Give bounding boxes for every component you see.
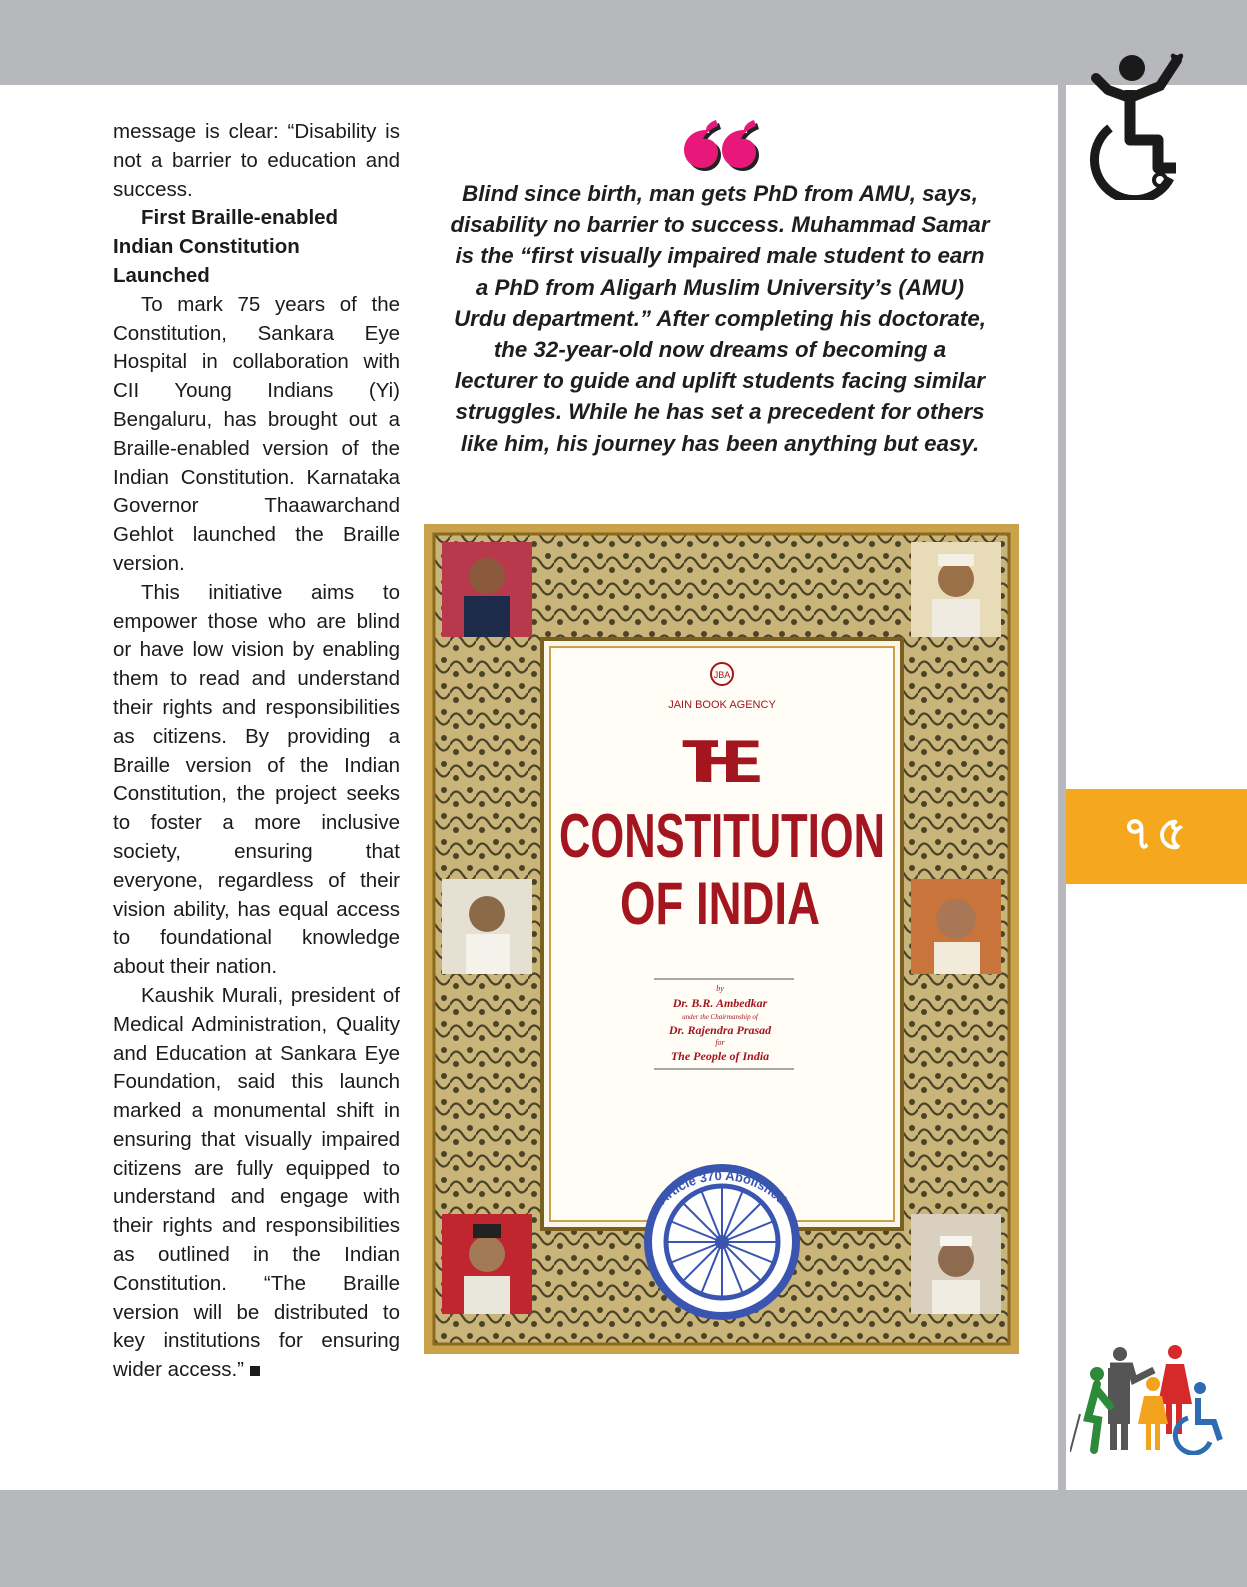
poster-title-line2: CONSTITUTION [559,802,885,871]
poster-title-line3: OF INDIA [620,870,820,937]
wheelchair-user-icon [1080,50,1210,200]
constitution-cover-image [424,524,1019,1354]
ashoka-chakra-seal [642,1168,802,1316]
poster-title-line1: THE [682,728,762,795]
bottom-band [0,1490,1247,1587]
portrait-prasad [911,542,1001,637]
pull-quote: Blind since birth, man gets PhD from AMU, says, disability no barrier to success. Muhammad Samar is the “first visually impaired male student to earn a PhD from Aligarh Muslim University’s (AMU) Urdu department.” After completing his doctorate, the 32-year-old now dreams of becoming a lecturer to guide and uplift students facing similar struggles. While he has set a precedent for others like him, his journey has been anything but easy. [450,181,990,456]
publisher-name: JAIN BOOK AGENCY [668,699,776,711]
inclusive-people-icon [1070,1340,1230,1455]
article-paragraph-2: This initiative aims to empower those who are blind or have low vision by enabling them to read and understand their rights and responsibilities as citizens. By providing a Braille version of the Indian Constitution, the project seeks to foster a more inclusive society, ensuring that everyone, regardless of their vision ability, has equal access to foundational knowledge about their nation. [113,580,400,979]
portrait-patel [911,879,1001,974]
poster-for-label: for [715,1038,725,1047]
article-paragraph-3: Kaushik Murali, president of Medical Administration, Quality and Education at Sankara Eye Foundation, said this launch marked a monumental shift in ensuring that visually impaired citizens are fully equipped to understand and engage with their rights and responsibilities as outlined in the Indian Constitution. “The Braille version will be distributed to key institutions for ensuring wider access.” [113,983,400,1382]
svg-text:JBA: JBA [713,670,731,680]
article-paragraph-1: To mark 75 years of the Constitution, Sankara Eye Hospital in collaboration with CII Young Indians (Yi) Bengaluru, has brought out a Braille-enabled version of the Indian Constitution. Karnataka Governor Thaawarchand Gehlot launched the Braille version. [113,292,400,575]
end-mark [250,1366,260,1376]
margin-rule [1058,85,1066,1490]
seal-text: Article 370 Abolished [654,1167,790,1208]
portrait-left-middle [442,879,532,974]
poster-audience: The People of India [670,1049,770,1063]
poster-author: Dr. B.R. Ambedkar [672,996,768,1010]
quote-mark-icon [670,96,760,186]
article-column [113,118,400,1385]
portrait-azad [442,1214,532,1314]
poster-by: by [716,984,724,993]
portrait-ambedkar [442,542,532,637]
top-band [0,0,1247,85]
poster-chair: Dr. Rajendra Prasad [668,1023,772,1037]
article-intro: message is clear: “Disability is not a barrier to education and success. [113,120,400,201]
poster-chair-label: under the Chairmanship of [682,1013,758,1021]
article-heading: First Braille-enabled Indian Constitution Launched [113,206,339,287]
portrait-shastri [911,1214,1001,1314]
page-number-tab: ৭৫ [1066,789,1247,884]
